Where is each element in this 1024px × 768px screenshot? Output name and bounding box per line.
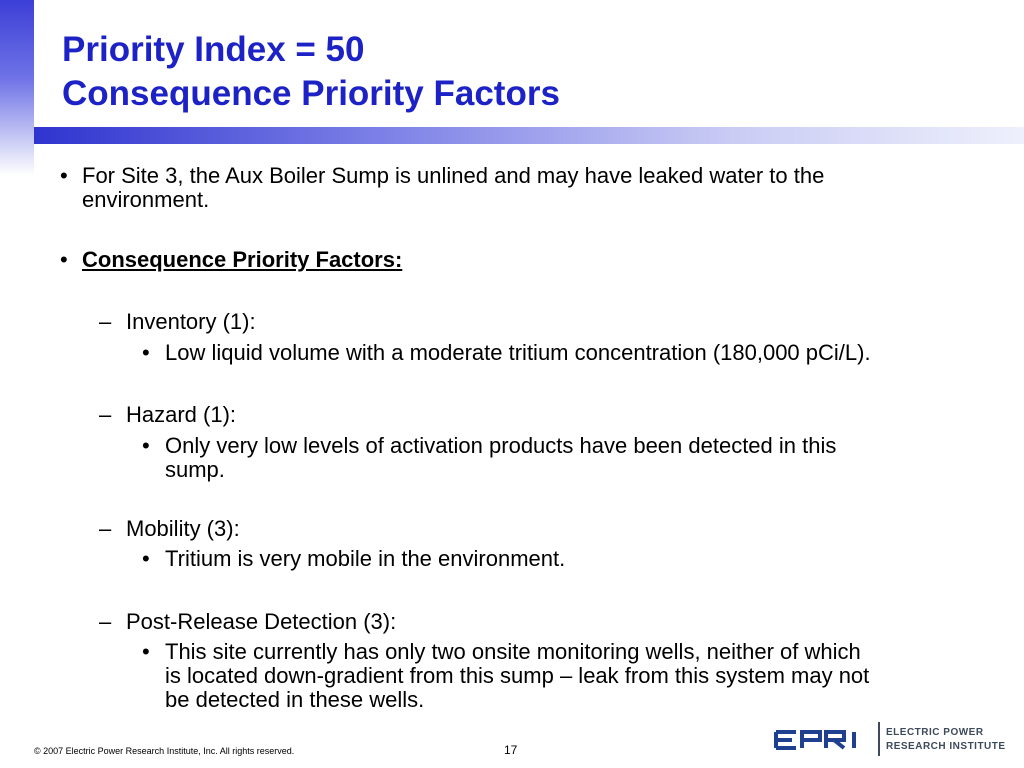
- dash-icon: –: [99, 609, 112, 634]
- bullet-text: For Site 3, the Aux Boiler Sump is unlined and may have leaked water to the: [82, 163, 825, 188]
- logo-line-2: RESEARCH INSTITUTE: [886, 741, 1006, 752]
- left-accent-gradient: [0, 0, 34, 175]
- page-number: 17: [504, 743, 518, 757]
- factor-detail-text-line2: is located down-gradient from this sump – leak from this system may not: [165, 663, 870, 688]
- dash-icon: –: [99, 402, 112, 427]
- factor-label: Inventory (1):: [126, 309, 256, 334]
- factor-detail-text: Tritium is very mobile in the environment.: [165, 546, 566, 571]
- title-line-1: Priority Index = 50: [62, 30, 365, 69]
- dash-icon: –: [99, 516, 112, 541]
- logo-line-1: ELECTRIC POWER: [886, 727, 984, 738]
- bullet-icon: •: [60, 247, 68, 272]
- dash-icon: –: [99, 309, 112, 334]
- bullet-icon: •: [60, 163, 68, 188]
- logo-divider: [878, 722, 880, 756]
- factor-detail-text: Only very low levels of activation products have been detected in this: [165, 433, 837, 458]
- factor-label: Mobility (3):: [126, 516, 240, 541]
- factor-detail-text-line3: be detected in these wells.: [165, 687, 425, 712]
- factor-detail-text-continued: sump.: [165, 457, 225, 482]
- bullet-icon: •: [142, 639, 150, 664]
- epri-logo: [774, 720, 1006, 760]
- bullet-icon: •: [142, 433, 150, 458]
- copyright-notice: © 2007 Electric Power Research Institute, Inc. All rights reserved.: [34, 746, 295, 756]
- title-underline-bar: [34, 127, 1024, 144]
- factor-detail-text: Low liquid volume with a moderate tritium concentration (180,000 pCi/L).: [165, 340, 871, 365]
- bullet-icon: •: [142, 340, 150, 365]
- factor-label: Post-Release Detection (3):: [126, 609, 397, 634]
- bullet-icon: •: [142, 546, 150, 571]
- title-line-2: Consequence Priority Factors: [62, 74, 560, 113]
- logo-wordmark: [886, 726, 1006, 754]
- slide-title: [62, 28, 560, 116]
- epri-logo-mark: [774, 720, 878, 760]
- bullet-heading: Consequence Priority Factors:: [82, 247, 403, 272]
- factor-detail-text: This site currently has only two onsite monitoring wells, neither of which: [165, 639, 861, 664]
- bullet-text-continued: environment.: [82, 187, 210, 212]
- factor-label: Hazard (1):: [126, 402, 237, 427]
